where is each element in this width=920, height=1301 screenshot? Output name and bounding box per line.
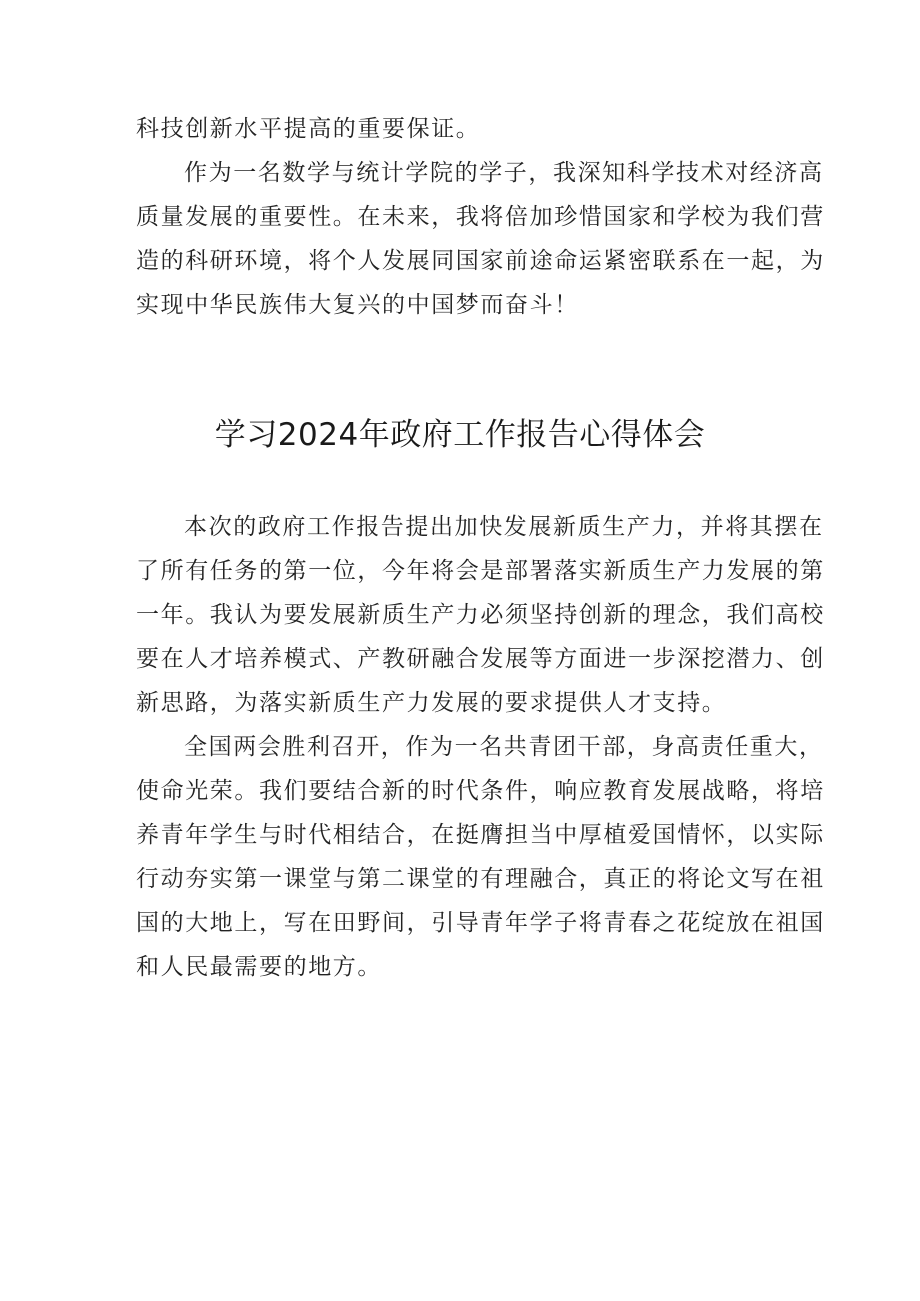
text-line: 行动夯实第一课堂与第二课堂的有理融合，真正的将论文写在祖 [136, 866, 825, 892]
text-line: 养青年学生与时代相结合，在挺膺担当中厚植爱国情怀，以实际 [136, 822, 825, 848]
text-line: 造的科研环境，将个人发展同国家前途命运紧密联系在一起，为 [136, 248, 825, 274]
text-line: 新思路，为落实新质生产力发展的要求提供人才支持。 [136, 690, 727, 716]
text-line: 实现中华民族伟大复兴的中国梦而奋斗！ [136, 292, 579, 318]
text-line: 使命光荣。我们要结合新的时代条件，响应教育发展战略，将培 [136, 778, 825, 804]
text-line: 质量发展的重要性。在未来，我将倍加珍惜国家和学校为我们营 [136, 204, 825, 230]
text-line: 国的大地上，写在田野间，引导青年学子将青春之花绽放在祖国 [136, 910, 825, 936]
text-line: 本次的政府工作报告提出加快发展新质生产力，并将其摆在 [184, 514, 824, 540]
article-title: 学习2024年政府工作报告心得体会 [214, 417, 706, 453]
text-line: 全国两会胜利召开，作为一名共青团干部，身高责任重大， [184, 734, 824, 760]
text-line: 作为一名数学与统计学院的学子，我深知科学技术对经济高 [184, 160, 824, 186]
text-line: 要在人才培养模式、产教研融合发展等方面进一步深挖潜力、创 [136, 646, 825, 672]
text-line: 和人民最需要的地方。 [136, 954, 382, 980]
article-body [136, 505, 825, 989]
previous-section-text [136, 107, 825, 327]
text-line: 一年。我认为要发展新质生产力必须坚持创新的理念，我们高校 [136, 602, 825, 628]
text-line: 了所有任务的第一位，今年将会是部署落实新质生产力发展的第 [136, 558, 825, 584]
text-line: 科技创新水平提高的重要保证。 [136, 116, 481, 142]
